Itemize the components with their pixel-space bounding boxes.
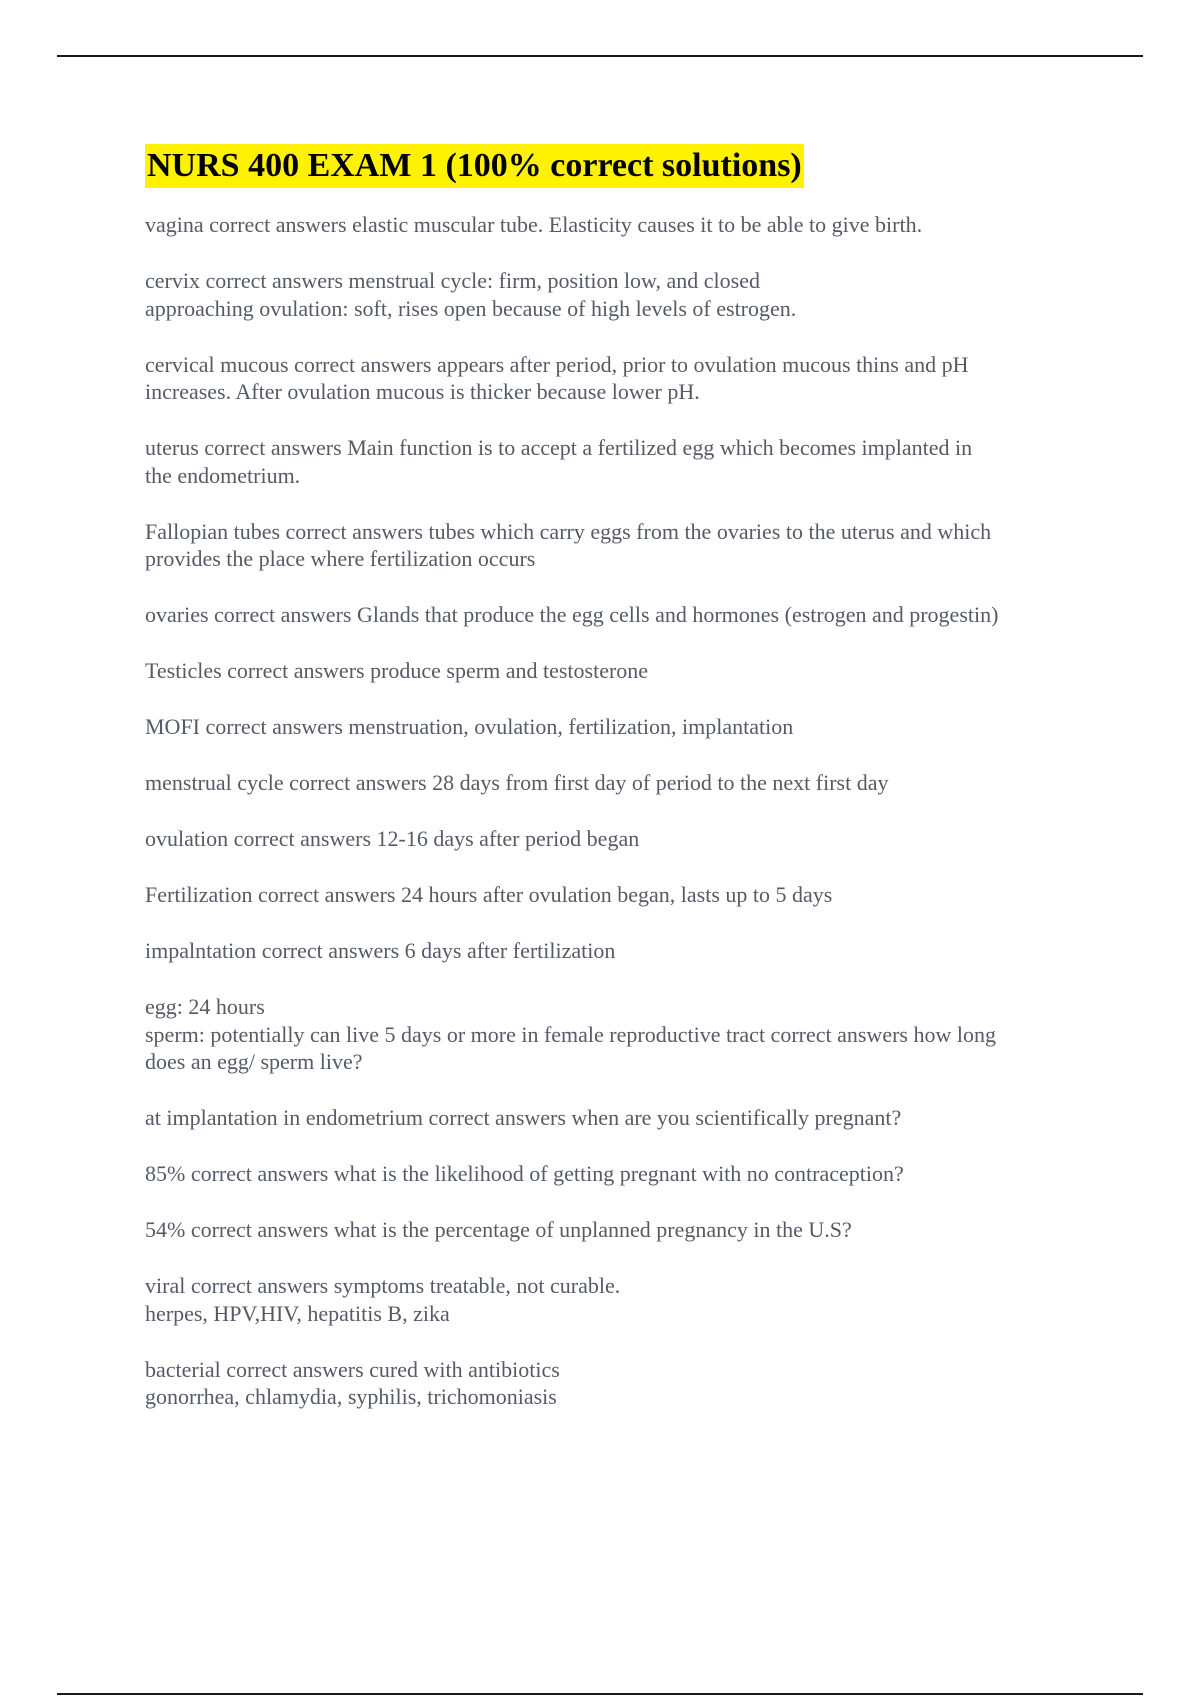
flashcard-text-line: ovulation correct answers 12-16 days after period began [145,826,640,851]
flashcard-entry [145,1104,1085,1132]
top-rule [57,55,1143,57]
flashcard-text-line: sperm: potentially can live 5 days or more in female reproductive tract correct answers how long [145,1021,996,1047]
flashcard-text-line: provides the place where fertilization occurs [145,546,536,571]
flashcard-entry [145,351,1085,406]
flashcard-text-line: MOFI correct answers menstruation, ovulation, fertilization, implantation [145,714,794,739]
flashcard-text-line: Fertilization correct answers 24 hours after ovulation began, lasts up to 5 days [145,882,833,907]
flashcard-entry [145,713,1085,741]
flashcard-entry [145,518,1085,573]
flashcard-entry [145,993,1085,1076]
bottom-rule [57,1693,1143,1695]
flashcard-text-line: increases. After ovulation mucous is thicker because lower pH. [145,379,700,404]
flashcard-text-line: bacterial correct answers cured with antibiotics [145,1356,560,1382]
flashcard-entry [145,211,1085,239]
flashcard-text-line: impalntation correct answers 6 days after fertilization [145,938,616,963]
flashcard-entry [145,1216,1085,1244]
flashcard-entry [145,267,1085,322]
flashcard-text-line: Fallopian tubes correct answers tubes which carry eggs from the ovaries to the uterus and which [145,518,992,544]
flashcard-text-line: cervical mucous correct answers appears after period, prior to ovulation mucous thins and pH [145,351,969,377]
flashcard-text-line: the endometrium. [145,462,301,488]
flashcard-text-line: viral correct answers symptoms treatable, not curable. [145,1273,621,1298]
flashcard-entry [145,434,1085,489]
flashcard-text-line: 85% correct answers what is the likelihood of getting pregnant with no contraception? [145,1161,904,1186]
flashcard-text-line: herpes, HPV,HIV, hepatitis B, zika [145,1300,450,1326]
flashcard-entry [145,881,1085,909]
flashcard-entry [145,1272,1085,1327]
flashcard-text-line: menstrual cycle correct answers 28 days from first day of period to the next first day [145,770,889,795]
flashcard-text-line: ovaries correct answers Glands that produce the egg cells and hormones (estrogen and progestin) [145,602,999,627]
flashcard-entry [145,1160,1085,1188]
flashcard-text-line: egg: 24 hours [145,994,265,1019]
flashcard-entry [145,769,1085,797]
flashcard-text-line: approaching ovulation: soft, rises open because of high levels of estrogen. [145,295,797,321]
flashcard-text-line: Testicles correct answers produce sperm and testosterone [145,658,649,683]
flashcard-text-line: at implantation in endometrium correct answers when are you scientifically pregnant? [145,1105,902,1130]
flashcard-text-line: does an egg/ sperm live? [145,1049,363,1074]
document-title: NURS 400 EXAM 1 (100% correct solutions) [145,144,804,188]
flashcard-entry [145,1356,1085,1411]
flashcard-entry [145,937,1085,965]
flashcard-text-line: cervix correct answers menstrual cycle: firm, position low, and closed [145,268,760,293]
flashcard-text-line: 54% correct answers what is the percentage of unplanned pregnancy in the U.S? [145,1217,852,1242]
flashcard-entry [145,825,1085,853]
flashcard-text-line: vagina correct answers elastic muscular tube. Elasticity causes it to be able to give birth. [145,212,923,237]
flashcard-text-line: uterus correct answers Main function is to accept a fertilized egg which becomes implanted in [145,435,973,460]
flashcard-entry [145,657,1085,685]
flashcard-text-line: gonorrhea, chlamydia, syphilis, trichomoniasis [145,1384,557,1409]
flashcard-list [145,211,1085,1439]
flashcard-entry [145,601,1085,629]
